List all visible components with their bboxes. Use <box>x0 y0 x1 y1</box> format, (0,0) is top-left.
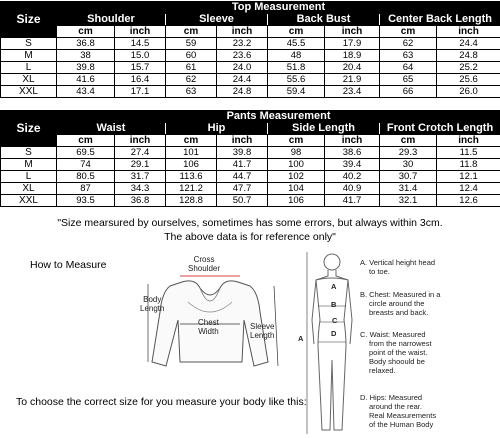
value-cell: 17.9 <box>325 38 380 50</box>
value-cell: 106 <box>166 159 217 171</box>
column-header-shoulder: Shoulder <box>57 14 166 26</box>
value-cell: 41.7 <box>325 195 380 207</box>
body-length-label: Body Length <box>140 295 165 313</box>
value-cell: 16.4 <box>115 74 166 86</box>
value-cell: 24.4 <box>217 74 268 86</box>
table-row <box>1 62 500 74</box>
value-cell: 24.8 <box>437 50 500 62</box>
value-cell: 50.7 <box>217 195 268 207</box>
marker-d: D <box>331 329 337 338</box>
value-cell: 11.8 <box>437 159 500 171</box>
pants-measurement-table <box>0 110 500 207</box>
reference-only-note: The above data is for reference only" <box>164 231 336 243</box>
value-cell: 24.4 <box>437 38 500 50</box>
unit-header: cm <box>380 26 437 38</box>
column-header-front-crotch-length: Front Crotch Length <box>380 123 500 135</box>
value-cell: 38 <box>57 50 115 62</box>
value-cell: 23.2 <box>217 38 268 50</box>
value-cell: 59.4 <box>268 86 325 98</box>
value-cell: 102 <box>268 171 325 183</box>
unit-header: inch <box>437 26 500 38</box>
value-cell: 55.6 <box>268 74 325 86</box>
column-header-hip: Hip <box>166 123 268 135</box>
value-cell: 15.0 <box>115 50 166 62</box>
value-cell: 40.2 <box>325 171 380 183</box>
value-cell: 62 <box>166 74 217 86</box>
value-cell: 98 <box>268 147 325 159</box>
marker-c: C <box>332 316 338 325</box>
unit-header: inch <box>217 135 268 147</box>
value-cell: 51.8 <box>268 62 325 74</box>
column-header-waist: Waist <box>57 123 166 135</box>
value-cell: 128.8 <box>166 195 217 207</box>
value-cell: 60 <box>166 50 217 62</box>
top-measurement-title: Top Measurement <box>57 2 500 14</box>
how-to-measure-heading: How to Measure <box>30 259 107 271</box>
value-cell: 12.6 <box>437 195 500 207</box>
value-cell: 121.2 <box>166 183 217 195</box>
unit-header: cm <box>57 26 115 38</box>
sleeve-length-line <box>274 286 278 366</box>
unit-header: inch <box>325 135 380 147</box>
value-cell: 30.7 <box>380 171 437 183</box>
value-cell: 69.5 <box>57 147 115 159</box>
value-cell: 23.4 <box>325 86 380 98</box>
top-measurement-table <box>0 1 500 98</box>
value-cell: 87 <box>57 183 115 195</box>
value-cell: 29.3 <box>380 147 437 159</box>
value-cell: 41.6 <box>57 74 115 86</box>
value-cell: 62 <box>380 38 437 50</box>
sleeve-length-label: Sleeve Length <box>250 322 275 340</box>
unit-header: cm <box>380 135 437 147</box>
value-cell: 12.4 <box>437 183 500 195</box>
table-row <box>1 183 500 195</box>
unit-header: cm <box>57 135 115 147</box>
value-cell: 31.7 <box>115 171 166 183</box>
table-row <box>1 171 500 183</box>
unit-header: cm <box>166 135 217 147</box>
column-header-side-length: Side Length <box>268 123 380 135</box>
table-row <box>1 147 500 159</box>
value-cell: 34.3 <box>115 183 166 195</box>
size-cell: XL <box>1 74 57 86</box>
size-cell: L <box>1 171 57 183</box>
value-cell: 65 <box>380 74 437 86</box>
note-hips: D. Hips: Measured around the rear. Real Measurements of the Human Body <box>360 393 437 429</box>
value-cell: 30 <box>380 159 437 171</box>
size-cell: L <box>1 62 57 74</box>
value-cell: 26.0 <box>437 86 500 98</box>
measurement-error-note: "Size mearsured by ourselves, sometimes has some errors, but always within 3cm. <box>57 217 443 229</box>
side-marker-a: A <box>298 334 304 343</box>
size-header: Size <box>1 2 57 38</box>
note-chest: B. Chest: Measured in a circle around the breasts and back. <box>360 290 441 317</box>
size-header: Size <box>1 111 57 147</box>
unit-header: inch <box>115 135 166 147</box>
table-row <box>1 50 500 62</box>
value-cell: 41.7 <box>217 159 268 171</box>
value-cell: 45.5 <box>268 38 325 50</box>
value-cell: 39.8 <box>57 62 115 74</box>
unit-header: cm <box>268 135 325 147</box>
value-cell: 64 <box>380 62 437 74</box>
value-cell: 80.5 <box>57 171 115 183</box>
value-cell: 39.4 <box>325 159 380 171</box>
value-cell: 27.4 <box>115 147 166 159</box>
unit-header: inch <box>437 135 500 147</box>
body-figure <box>302 250 358 438</box>
value-cell: 61 <box>166 62 217 74</box>
value-cell: 12.1 <box>437 171 500 183</box>
measure-instruction: To choose the correct size for you measure your body like this: <box>16 396 307 408</box>
pants-measurement-title: Pants Measurement <box>57 111 500 123</box>
table-row <box>1 86 500 98</box>
value-cell: 24.0 <box>217 62 268 74</box>
note-waist: C. Waist: Measured from the narrowest point of the waist. Body shoould be relaxed. <box>360 330 432 375</box>
size-cell: M <box>1 50 57 62</box>
value-cell: 25.6 <box>437 74 500 86</box>
head <box>324 254 340 270</box>
value-cell: 18.9 <box>325 50 380 62</box>
value-cell: 40.9 <box>325 183 380 195</box>
unit-header: inch <box>217 26 268 38</box>
value-cell: 100 <box>268 159 325 171</box>
value-cell: 14.5 <box>115 38 166 50</box>
value-cell: 47.7 <box>217 183 268 195</box>
value-cell: 29.1 <box>115 159 166 171</box>
value-cell: 74 <box>57 159 115 171</box>
column-header-center-back-length: Center Back Length <box>380 14 500 26</box>
value-cell: 21.9 <box>325 74 380 86</box>
value-cell: 36.8 <box>115 195 166 207</box>
value-cell: 38.6 <box>325 147 380 159</box>
value-cell: 66 <box>380 86 437 98</box>
unit-header: cm <box>268 26 325 38</box>
unit-header: cm <box>166 26 217 38</box>
value-cell: 63 <box>380 50 437 62</box>
table-row <box>1 159 500 171</box>
table-row <box>1 195 500 207</box>
value-cell: 36.8 <box>57 38 115 50</box>
value-cell: 25.2 <box>437 62 500 74</box>
value-cell: 59 <box>166 38 217 50</box>
value-cell: 23.6 <box>217 50 268 62</box>
size-cell: XL <box>1 183 57 195</box>
value-cell: 63 <box>166 86 217 98</box>
value-cell: 17.1 <box>115 86 166 98</box>
value-cell: 113.6 <box>166 171 217 183</box>
marker-a: A <box>331 282 337 291</box>
cross-shoulder-label: Cross Shoulder <box>188 255 221 273</box>
value-cell: 104 <box>268 183 325 195</box>
column-header-back-bust: Back Bust <box>268 14 380 26</box>
value-cell: 43.4 <box>57 86 115 98</box>
value-cell: 44.7 <box>217 171 268 183</box>
size-cell: M <box>1 159 57 171</box>
table-row <box>1 74 500 86</box>
column-header-sleeve: Sleeve <box>166 14 268 26</box>
marker-b: B <box>331 300 337 309</box>
chest-width-label: Chest Width <box>198 318 219 336</box>
value-cell: 20.4 <box>325 62 380 74</box>
value-cell: 32.1 <box>380 195 437 207</box>
value-cell: 24.8 <box>217 86 268 98</box>
size-cell: XXL <box>1 86 57 98</box>
value-cell: 31.4 <box>380 183 437 195</box>
size-cell: XXL <box>1 195 57 207</box>
value-cell: 93.5 <box>57 195 115 207</box>
value-cell: 48 <box>268 50 325 62</box>
size-cell: S <box>1 147 57 159</box>
note-height: A. Vertical height head to toe. <box>360 258 436 276</box>
unit-header: inch <box>325 26 380 38</box>
table-row <box>1 38 500 50</box>
value-cell: 15.7 <box>115 62 166 74</box>
value-cell: 11.5 <box>437 147 500 159</box>
value-cell: 106 <box>268 195 325 207</box>
value-cell: 101 <box>166 147 217 159</box>
size-cell: S <box>1 38 57 50</box>
value-cell: 39.8 <box>217 147 268 159</box>
unit-header: inch <box>115 26 166 38</box>
